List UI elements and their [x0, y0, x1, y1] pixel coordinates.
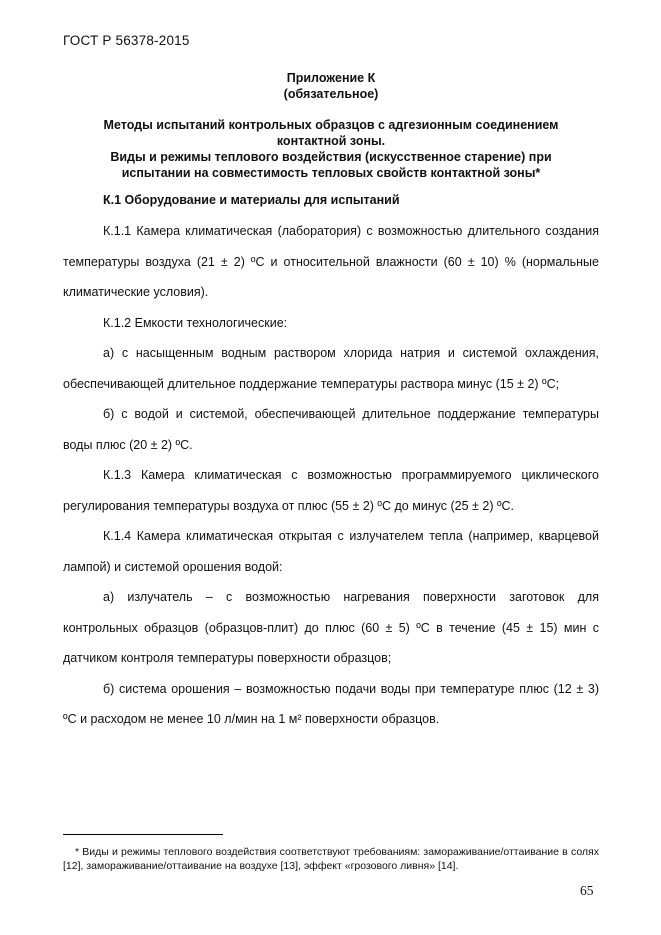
paragraph-k-1-4-b: б) система орошения – возможностью подачи воды при температуре плюс (12 ± 3) ºС и расходом не менее 10 л/мин на 1 м² поверхности образцов.	[63, 681, 599, 726]
paragraph-k-1-4-a: а) излучатель – с возможностью нагревания поверхности заготовок для контрольных образцов (образцов-плит) до плюс (60 ± 5) ºС в течение (45 ± 15) мин с датчиком контроля температуры поверхности образцов;	[63, 590, 599, 665]
annex-title-block	[63, 70, 599, 102]
annex-status: (обязательное)	[283, 87, 379, 101]
heading-line-1: Методы испытаний контрольных образцов с адгезионным соединением	[103, 118, 559, 132]
paragraph-k-1-2-b: б) с водой и системой, обеспечивающей длительное поддержание температуры воды плюс (20 ± 2) ºС.	[63, 407, 599, 452]
paragraph-k-1-2: К.1.2 Емкости технологические:	[103, 315, 288, 330]
paragraph-k-1-4: К.1.4 Камера климатическая открытая с излучателем тепла (например, кварцевой лампой) и системой орошения водой:	[63, 529, 599, 574]
heading-line-2: контактной зоны.	[276, 134, 386, 148]
footnote-separator	[63, 834, 223, 835]
standard-designation: ГОСТ Р 56378-2015	[63, 33, 190, 48]
footnote-text: * Виды и режимы теплового воздействия соответствуют требованиям: замораживание/оттаивание в солях [12], замораживание/оттаивание на воздухе [13], эффект «грозового ливня» [14].	[63, 846, 599, 872]
body-text	[63, 216, 599, 735]
page-number: 65	[580, 883, 594, 898]
footnote	[63, 845, 599, 873]
paragraph-k-1-3: К.1.3 Камера климатическая с возможностью программируемого циклического регулирования температуры воздуха от плюс (55 ± 2) ºС до минус (25 ± 2) ºС.	[63, 468, 599, 513]
section-title: К.1 Оборудование и материалы для испытаний	[103, 193, 400, 207]
paragraph-k-1-2-a: а) с насыщенным водным раствором хлорида натрия и системой охлаждения, обеспечивающей длительное поддержание температуры раствора минус (15 ± 2) ºС;	[63, 346, 599, 391]
paragraph-k-1-1: К.1.1 Камера климатическая (лаборатория) с возможностью длительного создания температуры воздуха (21 ± 2) ºС и относительной влажности (60 ± 10) % (нормальные климатические условия).	[63, 224, 599, 299]
document-heading	[63, 117, 599, 181]
heading-line-4: испытании на совместимость тепловых свойств контактной зоны*	[121, 166, 541, 180]
heading-line-3: Виды и режимы теплового воздействия (искусственное старение) при	[110, 150, 552, 164]
annex-title: Приложение К	[286, 71, 376, 85]
